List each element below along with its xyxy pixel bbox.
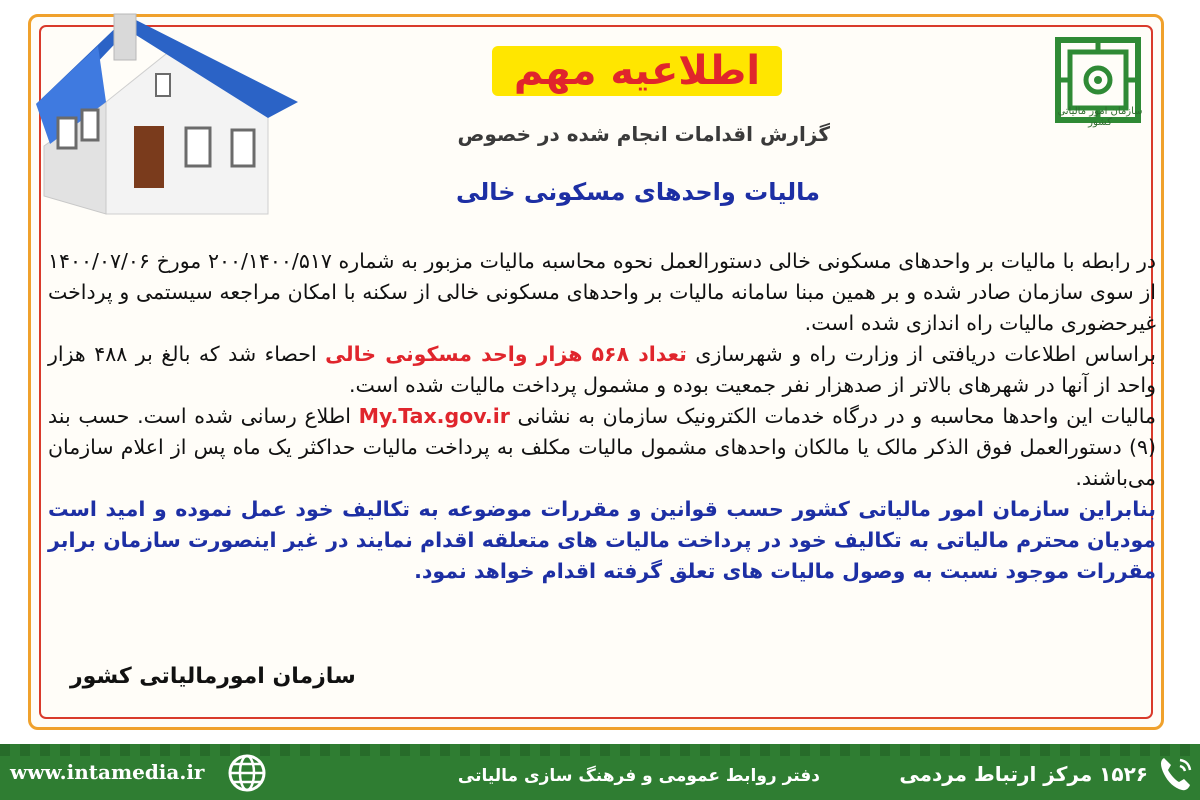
signature: سازمان امورمالیاتی کشور [70, 664, 356, 689]
vacant-units-highlight: تعداد ۵۶۸ هزار واحد مسکونی خالی [325, 342, 687, 366]
globe-icon [226, 752, 268, 794]
footer-pattern [0, 744, 1200, 756]
page-subtitle: گزارش اقدامات انجام شده در خصوص [457, 122, 830, 146]
page-title: اطلاعیه مهم [513, 48, 761, 94]
office-label: دفتر روابط عمومی و فرهنگ سازی مالیاتی [457, 766, 820, 786]
paragraph-2-end: احصاء شد که بالغ بر ۴۸۸ هزار واحد از آنها در شهرهای بالاتر از صدهزار نفر جمعیت بوده و مشمول پرداخت مالیات شده است. [48, 342, 1156, 397]
paragraph-1: در رابطه با مالیات بر واحدهای مسکونی خالی دستورالعمل نحوه محاسبه مالیات مزبور به شماره ۲۰۰/۱۴۰۰/۵۱۷ مورخ ۱۴۰۰/۰۷/۰۶ از سوی سازمان صادر شده و بر همین مبنا سامانه مالیات بر واحدهای مسکونی خالی از سکنه با امکان مراجعه سیستمی و پرداخت غیرحضوری مالیات راه اندازی شده است. [48, 249, 1156, 335]
title-banner [492, 46, 782, 96]
notice-body [48, 246, 1156, 587]
house-illustration [36, 6, 298, 228]
website-link[interactable]: www.intamedia.ir [10, 760, 205, 784]
page-topic: مالیات واحدهای مسکونی خالی [455, 178, 820, 206]
phone-label[interactable]: ۱۵۲۶ مرکز ارتباط مردمی [899, 762, 1148, 786]
paragraph-3-end: اطلاع رسانی شده است. حسب بند (۹) دستورالعمل فوق الذکر مالک یا مالکان واحدهای مشمول مالیات مکلف به پرداخت مالیات حداکثر یک ماه پس از اعلام سازمان می‌باشند. [48, 404, 1156, 490]
paragraph-2 [48, 339, 1156, 401]
paragraph-3 [48, 401, 1156, 494]
notice-paragraph: بنابراین سازمان امور مالیاتی کشور حسب قوانین و مقررات موضوعه به تکالیف خود عمل نموده و امید است مودیان محترم مالیاتی به تکالیف خود در پرداخت مالیات های متعلقه اقدام نمایند در غیر اینصورت سازمان برابر مقررات موجود نسبت به وصول مالیات های تعلق گرفته اقدام خواهد نمود. [48, 497, 1156, 583]
phone-icon [1156, 752, 1196, 794]
logo-caption: سازمان امور مالیاتی کشور [1057, 106, 1143, 128]
paragraph-2-start: براساس اطلاعات دریافتی از وزارت راه و شهرسازی [686, 342, 1157, 366]
paragraph-3-start: مالیات این واحدها محاسبه و در درگاه خدمات الکترونیک سازمان به نشانی [509, 404, 1156, 428]
tax-portal-link[interactable]: My.Tax.gov.ir [358, 404, 510, 428]
